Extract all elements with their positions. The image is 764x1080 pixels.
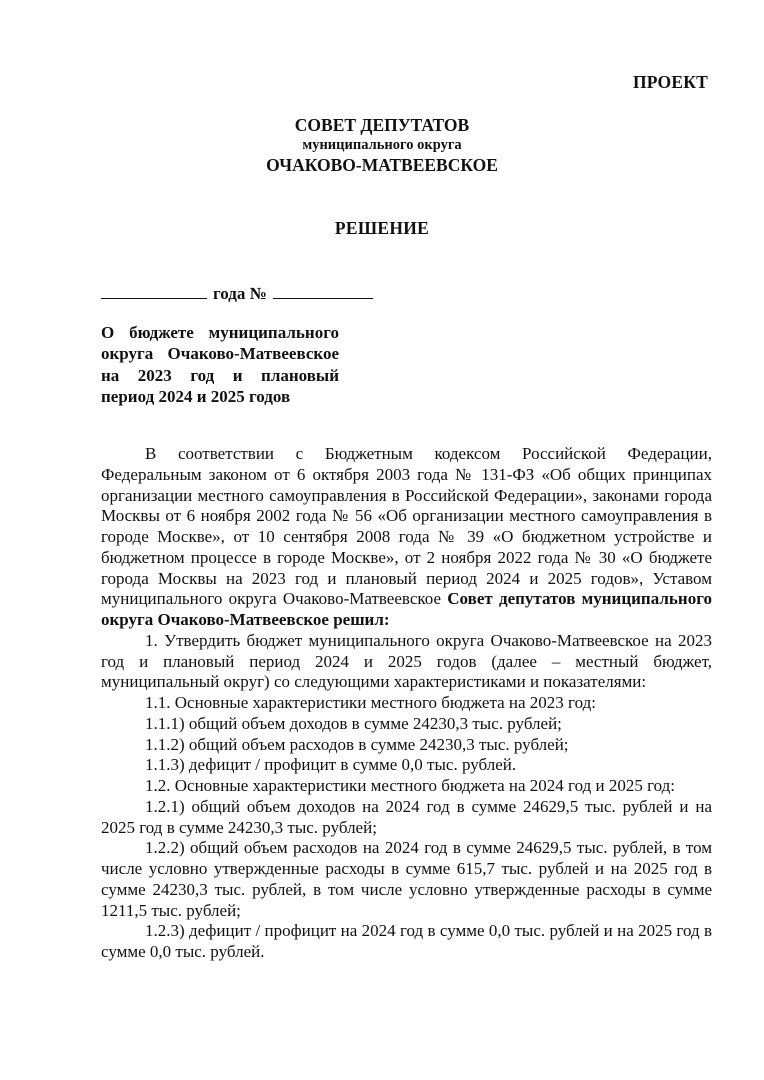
preamble-paragraph xyxy=(101,444,712,631)
council-title: СОВЕТ ДЕПУТАТОВ xyxy=(294,115,470,135)
district-subtitle: муниципального округа xyxy=(302,137,462,153)
item-1-2-3: 1.2.3) дефицит / профицит на 2024 год в сумме 0,0 тыс. рублей и на 2025 год в сумме 0,0 тыс. рублей. xyxy=(101,921,712,961)
item-1-1-3: 1.1.3) дефицит / профицит в сумме 0,0 тыс. рублей. xyxy=(145,755,517,775)
date-number-line xyxy=(101,284,373,304)
number-blank xyxy=(273,284,373,299)
date-blank xyxy=(101,284,207,299)
decision-subject: О бюджете муниципального округа Очаково-Матвеевское на 2023 год и плановый период 2024 и 2025 годов xyxy=(101,323,339,406)
item-1-2: 1.2. Основные характеристики местного бюджета на 2024 год и 2025 год: xyxy=(145,776,676,795)
draft-label: ПРОЕКТ xyxy=(632,72,708,92)
document-type-heading: РЕШЕНИЕ xyxy=(334,218,430,238)
item-1-1: 1.1. Основные характеристики местного бюджета на 2023 год: xyxy=(145,693,596,712)
preamble-text: В соответствии с Бюджетным кодексом Российской Федерации, Федеральным законом от 6 октября 2003 года № 131-ФЗ «Об общих принципах организации местного самоуправления в Российской Федерации», законами города Москвы от 6 ноября 2002 года № 56 «Об организации местного самоуправления в городе Москве», от 10 сентября 2008 года № 39 «О бюджетном устройстве и бюджетном процессе в городе Москве», от 2 ноября 2022 года № 30 «О бюджете города Москвы на 2023 год и плановый период 2024 и 2025 годов», Уставом муниципального округа Очаково-Матвеевское xyxy=(101,444,712,609)
decision-body xyxy=(101,444,712,963)
item-1: 1. Утвердить бюджет муниципального округа Очаково-Матвеевское на 2023 год и плановый период 2024 и 2025 годов (далее – местный бюджет, муниципальный округ) со следующими характеристиками и показателями: xyxy=(101,630,712,692)
item-1-1-2: 1.1.2) общий объем расходов в сумме 24230,3 тыс. рублей; xyxy=(145,734,569,754)
item-1-1-1: 1.1.1) общий объем доходов в сумме 24230,3 тыс. рублей; xyxy=(145,713,562,733)
item-1-2-2: 1.2.2) общий объем расходов на 2024 год в сумме 24629,5 тыс. рублей, в том числе условно утвержденные расходы в сумме 615,7 тыс. рублей и на 2025 год в сумме 24230,3 тыс. рублей, в том числе условно утвержденные расходы в сумме 1211,5 тыс. рублей; xyxy=(101,838,712,920)
year-number-label: года № xyxy=(213,284,267,303)
item-1-2-1: 1.2.1) общий объем доходов на 2024 год в сумме 24629,5 тыс. рублей и на 2025 год в сумме 24230,3 тыс. рублей; xyxy=(101,796,712,837)
decision-clause: Совет депутатов муниципального округа Очаково-Матвеевское решил: xyxy=(101,589,712,629)
district-name: ОЧАКОВО-МАТВЕЕВСКОЕ xyxy=(266,155,498,175)
